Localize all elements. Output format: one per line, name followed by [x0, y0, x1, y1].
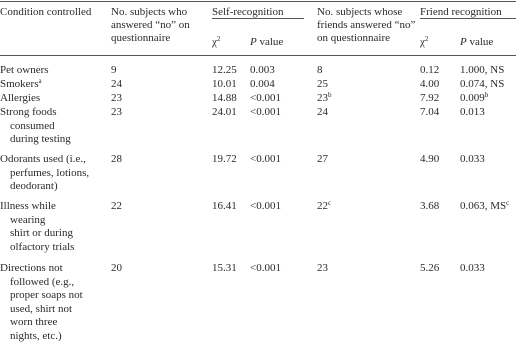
row-friend-p: 0.063, $MS^c$	[460, 199, 510, 212]
header-self-p: P value	[250, 36, 284, 48]
row-condition: Allergies	[0, 92, 41, 104]
row-friend-chi2: 4.00	[420, 78, 440, 90]
header-condition: Condition controlled	[0, 6, 92, 18]
row-friend-p: 1.000, NS	[460, 64, 505, 76]
row-subjects-no: 9	[111, 64, 117, 76]
row-subjects-no: 24	[111, 78, 122, 90]
row-friend-chi2: 3.68	[420, 200, 440, 212]
row-self-p: <0.001	[250, 262, 281, 274]
row-friend-p: 0.033	[460, 153, 485, 165]
row-friend-p: 0.033	[460, 262, 485, 274]
row-friends-no: 27	[317, 153, 328, 165]
row-condition: Illness while wearing shirt or during olfactory trials	[0, 200, 75, 253]
row-subjects-no: 23	[111, 106, 122, 118]
row-subjects-no: 28	[111, 153, 122, 165]
row-subjects-no: 22	[111, 200, 122, 212]
row-friend-chi2: 7.04	[420, 106, 440, 118]
row-condition: Smokers$^a$	[0, 77, 42, 90]
row-subjects-no: 20	[111, 262, 122, 274]
header-friends-no: No. subjects whose friends answered “no” on questionnaire	[317, 6, 416, 44]
row-self-chi2: 24.01	[212, 106, 237, 118]
row-friends-no: 24	[317, 106, 328, 118]
row-friend-chi2: 4.90	[420, 153, 440, 165]
row-self-p: <0.001	[250, 92, 281, 104]
row-self-p: <0.001	[250, 200, 281, 212]
header-self-recognition: Self-recognition	[212, 6, 284, 18]
row-condition: Directions not followed (e.g., proper soaps not used, shirt not worn three nights, etc.)	[0, 262, 83, 342]
row-friend-p: 0.074, NS	[460, 78, 505, 90]
row-friend-p: 0.009$^b$	[460, 91, 489, 104]
row-friend-chi2: 0.12	[420, 64, 440, 76]
row-self-chi2: 19.72	[212, 153, 237, 165]
row-friends-no: 22$^c$	[317, 199, 332, 212]
row-friends-no: 25	[317, 78, 328, 90]
header-friend-chi2: $\chi^2$	[420, 35, 429, 48]
table-top-rule	[0, 1, 516, 2]
row-condition: Strong foods consumed during testing	[0, 106, 71, 145]
header-friend-p: P value	[460, 36, 494, 48]
row-self-p: <0.001	[250, 153, 281, 165]
row-self-chi2: 15.31	[212, 262, 237, 274]
row-friends-no: 8	[317, 64, 323, 76]
row-self-chi2: 12.25	[212, 64, 237, 76]
header-bottom-rule	[0, 55, 516, 56]
row-self-p: 0.003	[250, 64, 275, 76]
row-self-chi2: 14.88	[212, 92, 237, 104]
row-subjects-no: 23	[111, 92, 122, 104]
header-friend-recognition: Friend recognition	[420, 6, 502, 18]
row-friend-chi2: 7.92	[420, 92, 440, 104]
row-self-p: <0.001	[250, 106, 281, 118]
row-friend-p: 0.013	[460, 106, 485, 118]
row-self-p: 0.004	[250, 78, 275, 90]
row-self-chi2: 10.01	[212, 78, 237, 90]
header-subjects-no: No. subjects who answered “no” on questionnaire	[111, 6, 190, 44]
header-self-chi2: $\chi^2$	[212, 35, 221, 48]
row-condition: Odorants used (i.e., perfumes, lotions, deodorant)	[0, 153, 90, 192]
row-friends-no: 23	[317, 262, 328, 274]
row-condition: Pet owners	[0, 64, 49, 76]
row-friend-chi2: 5.26	[420, 262, 440, 274]
row-self-chi2: 16.41	[212, 200, 237, 212]
row-friends-no: 23$^b$	[317, 91, 332, 104]
